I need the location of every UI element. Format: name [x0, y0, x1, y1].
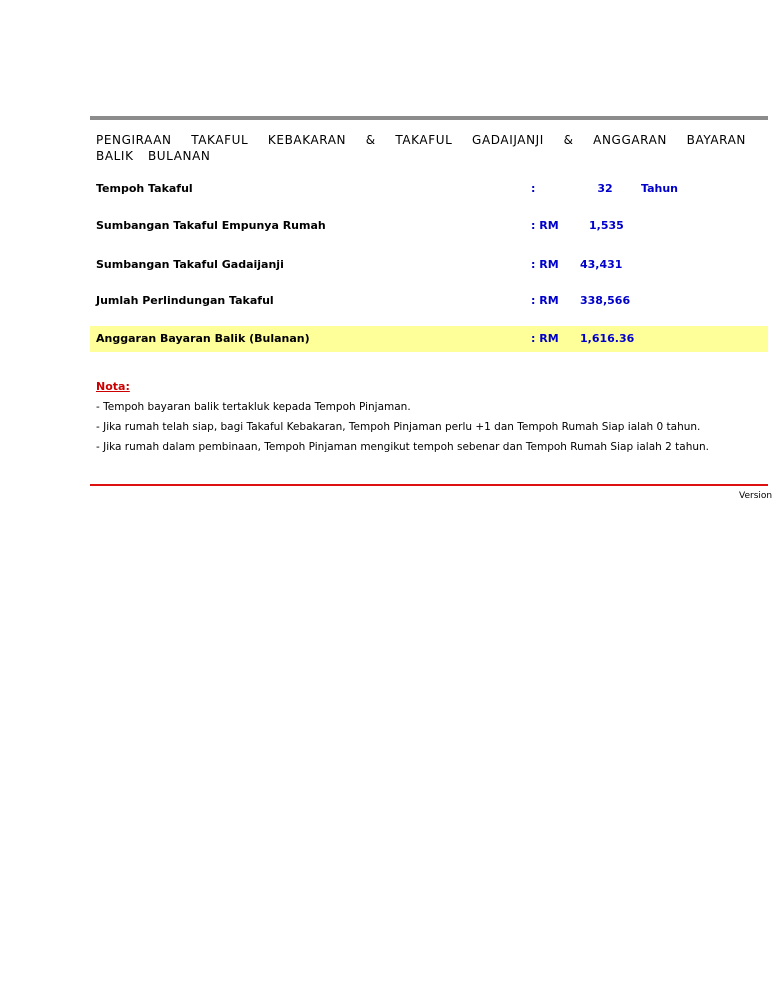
note-item: - Tempoh bayaran balik tertakluk kepada Tempoh Pinjaman. — [96, 401, 411, 413]
top-divider — [90, 116, 768, 120]
row-label: Sumbangan Takaful Gadaijanji — [96, 258, 284, 271]
row-sumbangan-empunya-rumah — [90, 213, 768, 239]
row-separator: : RM — [531, 219, 559, 232]
row-tempoh-takaful — [90, 176, 768, 202]
row-label: Anggaran Bayaran Balik (Bulanan) — [96, 332, 310, 345]
row-separator: : RM — [531, 294, 559, 307]
row-label: Sumbangan Takaful Empunya Rumah — [96, 219, 326, 232]
bottom-divider — [90, 484, 768, 486]
row-sumbangan-gadaijanji — [90, 252, 768, 278]
row-separator: : — [531, 182, 536, 195]
row-value: 338,566 — [580, 294, 631, 307]
nota-heading: Nota: — [96, 380, 130, 393]
row-value: 1,616.36 — [580, 332, 635, 345]
row-label: Tempoh Takaful — [96, 182, 193, 195]
row-jumlah-perlindungan — [90, 288, 768, 314]
row-value: 32 — [597, 182, 613, 195]
version-label: Version — [739, 491, 772, 501]
row-unit: Tahun — [641, 182, 679, 195]
row-value: 43,431 — [580, 258, 623, 271]
page-title: PENGIRAAN TAKAFUL KEBAKARAN & TAKAFUL GADAIJANJI & ANGGARAN BAYARAN BALIK BULANAN — [96, 133, 746, 163]
row-value: 1,535 — [589, 219, 624, 232]
row-separator: : RM — [531, 258, 559, 271]
row-separator: : RM — [531, 332, 559, 345]
row-label: Jumlah Perlindungan Takaful — [96, 294, 274, 307]
note-item: - Jika rumah dalam pembinaan, Tempoh Pinjaman mengikut tempoh sebenar dan Tempoh Rumah Siap ialah 2 tahun. — [96, 441, 710, 453]
note-item: - Jika rumah telah siap, bagi Takaful Kebakaran, Tempoh Pinjaman perlu +1 dan Tempoh Rumah Siap ialah 0 tahun. — [96, 421, 701, 433]
row-anggaran-bayaran-balik — [90, 326, 768, 352]
